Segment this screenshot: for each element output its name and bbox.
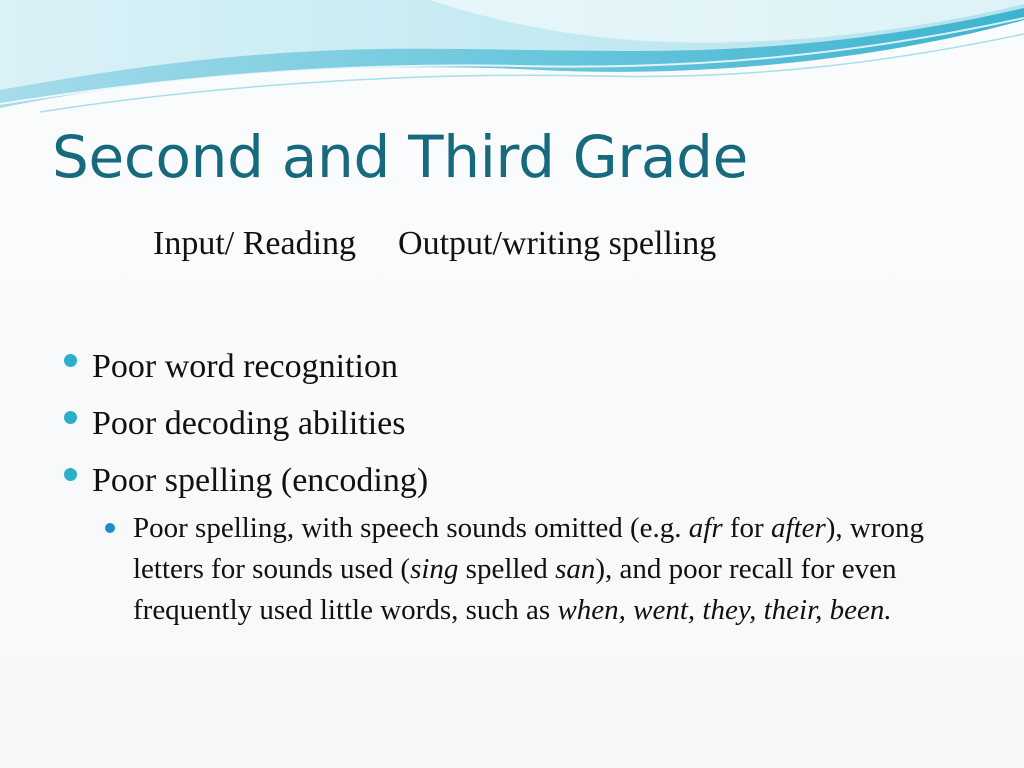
sub-bullet-text (133, 508, 953, 631)
sub-text-segment: for (722, 512, 771, 544)
header-wave-decoration (0, 0, 1024, 120)
sub-text-segment: spelled (458, 553, 556, 585)
subtitle-row (153, 224, 716, 265)
bullet-text: Poor decoding abilities (92, 405, 406, 442)
example-misspelling: afr (688, 512, 723, 544)
example-little-words: when, went, they, their, been. (557, 594, 892, 626)
bullet-item (62, 395, 428, 452)
bullet-dot-icon (64, 354, 77, 367)
example-correct-word: after (770, 512, 826, 544)
bullet-list (62, 338, 428, 509)
subtitle-input-reading: Input/ Reading (153, 225, 357, 262)
slide-title: Second and Third Grade (52, 123, 749, 191)
bullet-item (62, 338, 428, 395)
bullet-text: Poor spelling (encoding) (92, 462, 429, 499)
sub-text-segment: ), and poor recall for even frequently used little words, such as (133, 553, 897, 626)
bullet-text: Poor word recognition (92, 348, 398, 385)
bullet-item (62, 452, 428, 509)
subtitle-output-writing: Output/writing spelling (398, 225, 717, 262)
example-correct-word: sing (410, 553, 459, 585)
example-misspelling: san (555, 553, 596, 585)
sub-text-segment: Poor spelling, with speech sounds omitted (e.g. (133, 512, 689, 544)
bullet-dot-icon (64, 468, 77, 481)
sub-text-segment: ), wrong letters for sounds used ( (133, 512, 924, 585)
sub-bullet-dot-icon (105, 523, 115, 533)
bullet-dot-icon (64, 411, 77, 424)
